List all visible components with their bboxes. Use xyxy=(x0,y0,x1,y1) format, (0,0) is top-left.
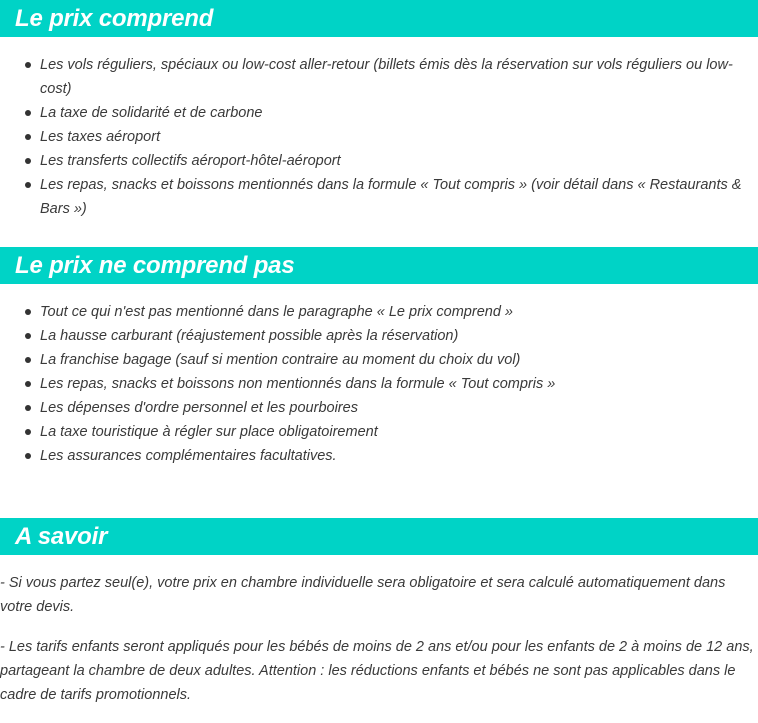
section-header xyxy=(0,518,758,555)
list-item: La hausse carburant (réajustement possible après la réservation) xyxy=(0,324,758,348)
section-good-to-know xyxy=(0,518,758,707)
included-list xyxy=(0,53,758,221)
info-paragraph: - Si vous partez seul(e), votre prix en chambre individuelle sera obligatoire et sera calculé automatiquement dans votre devis. xyxy=(0,575,726,615)
section-header xyxy=(0,0,758,37)
info-paragraph: - Les tarifs enfants seront appliqués pour les bébés de moins de 2 ans et/ou pour les enfants de 2 à moins de 12 ans, partageant la chambre de deux adultes. Attention : les réductions enfants et bébés ne sont pas applicables dans le cadre de tarifs promotionnels. xyxy=(0,639,754,703)
list-item: La taxe touristique à régler sur place obligatoirement xyxy=(0,420,758,444)
list-item: La taxe de solidarité et de carbone xyxy=(0,101,758,125)
section-title: Le prix ne comprend pas xyxy=(15,251,295,279)
list-item: Les repas, snacks et boissons mentionnés dans la formule « Tout compris » (voir détail dans « Restaurants & Bars ») xyxy=(0,173,758,221)
list-item: Les transferts collectifs aéroport-hôtel-aéroport xyxy=(0,149,758,173)
section-header xyxy=(0,247,758,284)
list-item: Tout ce qui n'est pas mentionné dans le paragraphe « Le prix comprend » xyxy=(0,300,758,324)
section-price-includes xyxy=(0,0,758,221)
section-title: A savoir xyxy=(15,522,108,550)
list-item: Les taxes aéroport xyxy=(0,125,758,149)
list-item: Les dépenses d'ordre personnel et les pourboires xyxy=(0,396,758,420)
excluded-list xyxy=(0,300,758,468)
section-price-excludes xyxy=(0,247,758,468)
list-item: Les vols réguliers, spéciaux ou low-cost aller-retour (billets émis dès la réservation sur vols réguliers ou low-cost) xyxy=(0,53,758,101)
list-item: Les assurances complémentaires facultatives. xyxy=(0,444,758,468)
section-title: Le prix comprend xyxy=(15,4,214,32)
list-item: La franchise bagage (sauf si mention contraire au moment du choix du vol) xyxy=(0,348,758,372)
list-item: Les repas, snacks et boissons non mentionnés dans la formule « Tout compris » xyxy=(0,372,758,396)
